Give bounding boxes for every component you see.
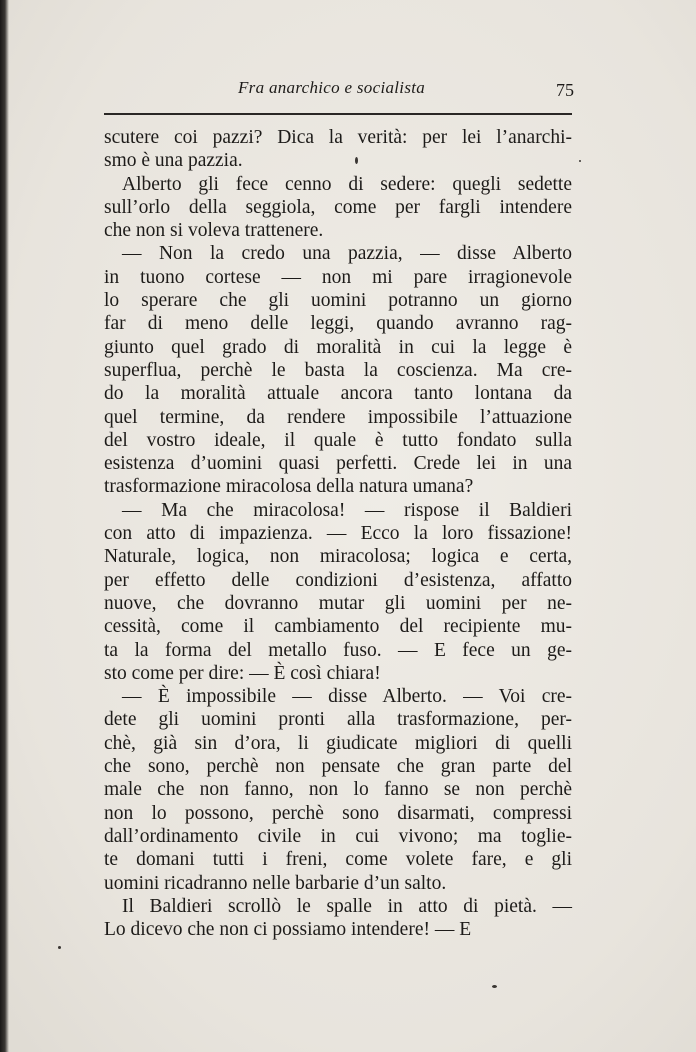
text-line: non lo possono, perchè sono disarmati, compressi bbox=[104, 802, 572, 824]
text-line: cessità, come il cambiamento del recipiente mu- bbox=[104, 616, 572, 638]
body-text bbox=[104, 126, 572, 941]
text-line: Lo dicevo che non ci possiamo intendere! — E bbox=[104, 919, 472, 941]
header-rule bbox=[104, 113, 572, 115]
text-line: Il Baldieri scrollò le spalle in atto di pietà. — bbox=[122, 895, 572, 917]
text-line: — È impossibile — disse Alberto. — Voi cre- bbox=[122, 686, 572, 708]
text-line: esistenza d’uomini quasi perfetti. Crede lei in una bbox=[104, 453, 572, 475]
text-line: trasformazione miracolosa della natura umana? bbox=[104, 476, 474, 498]
text-line: dete gli uomini pronti alla trasformazione, per- bbox=[104, 709, 572, 731]
text-line: chè, già sin d’ora, li giudicate migliori di quelli bbox=[104, 732, 572, 754]
text-line: giunto quel grado di moralità in cui la legge è bbox=[104, 336, 572, 358]
text-line: per effetto delle condizioni d’esistenza, affatto bbox=[104, 569, 572, 591]
ink-speck bbox=[492, 985, 497, 988]
text-line: far di meno delle leggi, quando avranno rag- bbox=[104, 313, 572, 335]
text-line: — Non la credo una pazzia, — disse Alberto bbox=[122, 243, 572, 265]
text-line: che sono, perchè non pensate che gran parte del bbox=[104, 756, 572, 778]
text-line: sull’orlo della seggiola, come per fargli intendere bbox=[104, 196, 572, 218]
page-number: 75 bbox=[556, 80, 574, 100]
ink-speck bbox=[58, 946, 61, 949]
text-line: scutere coi pazzi? Dica la verità: per lei l’anarchi- bbox=[104, 127, 572, 148]
text-line: uomini ricadranno nelle barbarie d’un salto. bbox=[104, 872, 447, 894]
text-line: nuove, che dovranno mutar gli uomini per ne- bbox=[104, 592, 572, 614]
text-line: del vostro ideale, il quale è tutto fondato sulla bbox=[104, 429, 572, 451]
ink-speck bbox=[579, 160, 581, 162]
text-line: — Ma che miracolosa! — rispose il Baldieri bbox=[122, 499, 572, 521]
text-line: te domani tutti i freni, come volete fare, e gli bbox=[104, 849, 572, 871]
ink-speck bbox=[355, 157, 358, 164]
text-line: quel termine, da rendere impossibile l’attuazione bbox=[104, 406, 572, 428]
text-line: smo è una pazzia. bbox=[104, 150, 243, 172]
text-line: Naturale, logica, non miracolosa; logica e certa, bbox=[104, 546, 572, 568]
binding-shadow bbox=[0, 0, 9, 1052]
text-line: che non si voleva trattenere. bbox=[104, 220, 324, 242]
page-header bbox=[104, 78, 574, 102]
text-line: male che non fanno, non lo fanno se non perchè bbox=[104, 779, 572, 801]
text-line: con atto di impazienza. — Ecco la loro fissazione! bbox=[104, 523, 572, 545]
text-line: do la moralità attuale ancora tanto lontana da bbox=[104, 383, 572, 405]
running-title: Fra anarchico e socialista bbox=[238, 78, 426, 97]
text-line: sto come per dire: — È così chiara! bbox=[104, 662, 381, 684]
text-line: Alberto gli fece cenno di sedere: quegli sedette bbox=[122, 173, 572, 195]
text-line: superflua, perchè le basta la coscienza. Ma cre- bbox=[104, 359, 572, 381]
text-line: ta la forma del metallo fuso. — E fece un ge- bbox=[104, 639, 572, 661]
text-line: in tuono cortese — non mi pare irragionevole bbox=[104, 266, 572, 288]
text-line: lo sperare che gli uomini potranno un giorno bbox=[104, 290, 572, 312]
text-line: dall’ordinamento civile in cui vivono; ma toglie- bbox=[104, 825, 572, 847]
